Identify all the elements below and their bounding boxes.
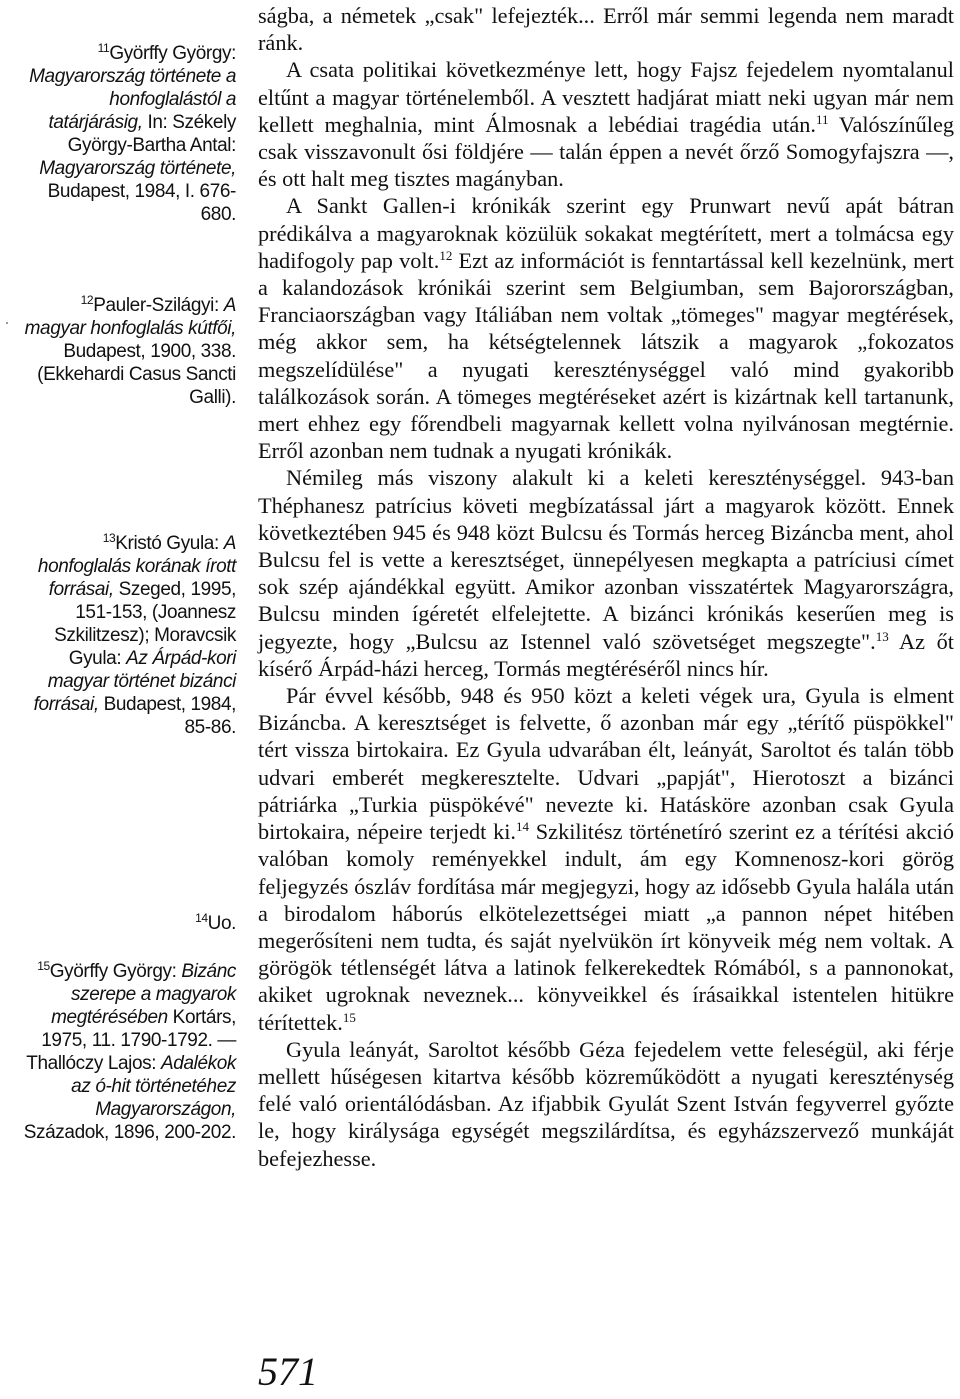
footnote-source: Budapest, 1984, I. 676-680. [47, 181, 236, 225]
footnote-ref: 13 [875, 628, 889, 644]
paragraph-text: Ezt az információt is fenntartással kell kezelnünk, mert a kalandozások krónikái szerint sem Belgiumban, sem Bajorországban, Franciaországban vagy Itáliában nem voltak „tömeges" magyar megtérések, még akkor sem, ha kétségtelennek látszik a magyarok „fokozatos megszelídülése" a nyugati kereszténységgel való mind gyakoribb találkozások során. A tömeges megtéréseket azért is kizártnak kell tartanunk, mert ehhez egy főrendbeli magyarnak kellett volna nyilvánosan megtérnie. Erről azonban nem tudnak a nyugati krónikák. [258, 247, 954, 464]
paragraph-text: A Sankt Gallen-i krónikák szerint egy Prunwart nevű apát bátran prédikálva a magyaroknak közülük sokakat megtérített, mert a tolmácsa egy hadifogoly pap volt. [258, 193, 954, 273]
page-number: 571 [258, 1349, 318, 1394]
body-text [258, 2, 954, 1172]
footnote-14 [18, 912, 236, 935]
footnote-source: Budapest, 1900, 338. (Ekkehardi Casus Sancti Galli). [37, 341, 236, 408]
footnote-author: Györffy György: [109, 43, 236, 64]
paragraph-text: Szkilitész történetíró szerint ez a térítési akció valóban komoly reményekkel indult, ám egy Komnenosz-kori görög feljegyzés ószláv fordítása már megjegyzi, hogy az idősebb Gyula halála után a birodalom háborús elkötelezettségei miatt „a pannon népet hitében megerősíteni nem tudta, és saját nyelvükön írt könyveik még nem voltak. A görögök tétlenségét látva a latinok felkerekedtek Rómából, s a pannonokat, akiket ugroknak neveznek... könyveikkel és írásaikkal istentelen hitükre térítettek. [258, 819, 954, 1035]
scan-speck [6, 322, 8, 324]
footnote-title: A magyar honfoglalás kútfői, [24, 295, 236, 339]
footnote-author: Uo. [207, 913, 236, 934]
footnote-title: Adalékok az ó-hit történetéhez Magyarországon, [71, 1053, 236, 1120]
paragraph-text: Pár évvel később, 948 és 950 közt a keleti végek ura, Gyula is elment Bizáncba. A keresztséget is felvette, ő azonban már egy „térítő püspökkel" tért vissza birtokaira. Ez Gyula udvarában élt, leányát, Saroltot és talán több udvari emberét megkeresztelte. Udvari „papját", Hierotoszt a bizánci pátriárka „Turkia püspökévé" nevezte ki. Hatásköre azonban csak Gyula birtokaira, népeire terjedt ki. [258, 683, 954, 845]
footnote-15 [18, 960, 236, 1144]
footnote-number: 13 [102, 531, 116, 545]
footnote-source: In: Székely György-Bartha Antal: [67, 112, 236, 156]
footnote-source: Századok, 1896, 200-202. [23, 1122, 236, 1143]
footnote-ref: 12 [439, 247, 453, 263]
footnote-number: 14 [195, 911, 208, 925]
footnote-source: Budapest, 1984, 85-86. [103, 694, 236, 738]
footnote-source: Kortárs, 1975, 11. 1790-1792. — Thallóczy Lajos: [26, 1007, 236, 1074]
paragraph [258, 192, 954, 464]
footnote-title: Bizánc szerepe a magyarok megtérésében [51, 961, 236, 1028]
paragraph-text: Némileg más viszony alakult ki a keleti kereszténységgel. 943-ban Théphanesz patrícius követi megbízatással járt a magyarok között. Ennek következtében 945 és 948 közt Bulcsu és Tormás herceg Bizáncba ment, ahol Bulcsu fel is vette a keresztséget, ünnepélyesen megkapta a patríciusi címet sok szép ajándékkal együtt. Amikor azonban visszatértek Magyarországra, Bulcsu minden ígéretét elfelejtette. A bizánci krónikás keserűen meg is jegyezte, hogy „Bulcsu az Istennel való szövetséget megszegte". [258, 465, 954, 654]
footnote-author: Györffy György: [49, 961, 177, 982]
footnote-title: Magyarország története, [39, 158, 236, 179]
paragraph-text: Valószínűleg csak visszavonult ősi földjére — talán éppen a nevét őrző Somogyfajszra —, és ott halt meg tisztes magányban. [258, 111, 954, 192]
paragraph-text: Gyula leányát, Saroltot később Géza fejedelem vette feleségül, aki férje mellett hűségesen kitartva később közreműködött a nyugati kereszténység felé való orientálódásban. Az ifjabbik Gyulát Szent István fegyverrel győzte le, hogy királysága egységét megszilárdítsa, és egyházszervező munkáját befejezhesse. [258, 1036, 954, 1171]
paragraph [258, 464, 954, 682]
paragraph-text: Az őt kísérő Árpád-házi herceg, Tormás megtéréséről nincs hír. [258, 628, 954, 681]
footnote-11 [18, 42, 236, 226]
footnote-ref: 15 [342, 1009, 356, 1025]
paragraph [258, 1036, 954, 1172]
paragraph [258, 56, 954, 192]
footnote-title: A honfoglalás korának írott forrásai, [37, 533, 236, 600]
paragraph-text: ságba, a németek „csak" lefejezték... Erről már semmi legenda nem maradt ránk. [258, 3, 954, 56]
footnote-number: 15 [37, 959, 50, 973]
footnote-author: Kristó Gyula: [115, 533, 219, 554]
footnote-ref: 14 [516, 819, 530, 835]
footnote-source: Szeged, 1995, 151-153, (Joannesz Szkilitzesz); Moravcsik Gyula: [54, 579, 236, 669]
footnote-author: Pauler-Szilágyi: [93, 295, 219, 316]
footnote-13 [18, 532, 236, 739]
footnote-12 [18, 294, 236, 409]
footnote-title: Az Árpád-kori magyar történet bizánci forrásai, [33, 648, 236, 715]
footnote-title: Magyarország története a honfoglalástól a tatárjárásig, [29, 66, 236, 133]
footnote-number: 12 [80, 293, 94, 307]
paragraph-text: A csata politikai következménye lett, hogy Fajsz fejedelem nyomtalanul eltűnt a magyar történelemből. A vesztett hadjárat miatt neki ugyan már nem kellett meghalnia, mint Álmosnak a lebédiai tragédia után. [258, 57, 954, 137]
footnote-number: 11 [97, 41, 110, 55]
paragraph [258, 682, 954, 1036]
footnote-ref: 11 [815, 111, 829, 127]
paragraph [258, 2, 954, 56]
